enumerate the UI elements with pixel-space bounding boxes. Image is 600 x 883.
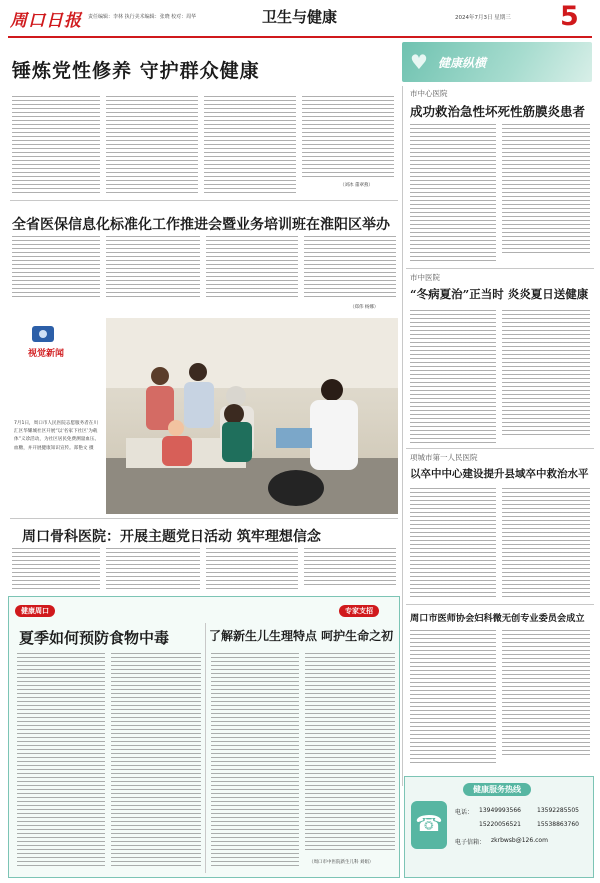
insurance-body-col-1	[12, 236, 100, 300]
newborn-byline: （周口市中医院新生儿科 刘娟）	[309, 860, 374, 865]
gynecology-body-col-1	[410, 630, 496, 766]
masthead	[0, 0, 600, 40]
insurance-body-col-4	[304, 236, 396, 300]
summer-treatment-headline: “冬病夏治”正当时 炎炎夏日送健康	[410, 287, 589, 301]
summer-body-col-1	[410, 310, 496, 444]
issue-date: 2024年7月3日 星期三	[455, 15, 511, 21]
hotline-title: 健康服务热线	[463, 783, 531, 796]
stroke-center-headline: 以卒中中心建设提升县域卒中救治水平	[410, 468, 589, 480]
hospital-label-tcm: 市中医院	[410, 273, 440, 282]
divider	[406, 604, 594, 605]
phone-number-3[interactable]: 15220056521	[479, 821, 521, 828]
hospital-label-xiangcheng: 项城市第一人民医院	[410, 453, 478, 462]
column-divider	[402, 86, 403, 786]
email-address[interactable]: zkrbwsb@126.com	[491, 837, 548, 844]
newspaper-logo: 周口日报	[10, 11, 82, 31]
fasciitis-body-col-1	[410, 124, 496, 264]
orthopedics-body-col-1	[12, 548, 100, 592]
masthead-rule	[8, 36, 592, 38]
camera-icon	[32, 326, 54, 342]
editor-credits: 责任编辑：李林 执行美术编辑：张晓 校对：周华	[88, 14, 197, 20]
lead-byline: （刘冰 董翠燕）	[340, 183, 373, 188]
newborn-headline: 了解新生儿生理特点 呵护生命之初	[209, 629, 394, 643]
orthopedics-body-col-3	[206, 548, 298, 592]
photo-news-label: 视觉新闻	[28, 349, 65, 359]
phone-label: 电话：	[455, 809, 474, 816]
lead-body-col-4	[302, 96, 394, 180]
orthopedics-headline: 周口骨科医院：开展主题党日活动 筑牢理想信念	[22, 529, 321, 545]
page-number: 5	[560, 1, 579, 32]
stroke-body-col-1	[410, 488, 496, 600]
expert-advice-tag: 专家支招	[339, 605, 379, 617]
health-zhoukou-tag: 健康周口	[15, 605, 55, 617]
health-banner	[402, 42, 592, 82]
phone-icon: ☎	[411, 801, 447, 849]
summer-body-col-2	[502, 310, 590, 436]
lead-body-col-1	[12, 96, 100, 196]
newborn-body-col-2	[305, 653, 395, 853]
email-label: 电子信箱：	[455, 839, 486, 846]
insurance-byline: （郑伟 杨娜）	[350, 305, 379, 310]
lead-headline: 锤炼党性修养 守护群众健康	[12, 60, 260, 82]
section-title: 卫生与健康	[262, 8, 338, 26]
hotline-box	[404, 776, 594, 878]
divider	[406, 268, 594, 269]
insurance-body-col-3	[206, 236, 298, 300]
divider	[10, 518, 398, 519]
phone-number-4[interactable]: 15538863760	[537, 821, 579, 828]
gynecology-body-col-2	[502, 630, 590, 756]
health-tips-box	[8, 596, 400, 878]
fasciitis-body-col-2	[502, 124, 590, 256]
insurance-headline: 全省医保信息化标准化工作推进会暨业务培训班在淮阳区举办	[12, 217, 390, 233]
banner-label: 健康纵横	[438, 56, 487, 70]
orthopedics-body-col-4	[304, 548, 396, 588]
divider	[406, 448, 594, 449]
photo-caption: 7月1日，周口市人民医院志愿服务者在川汇区华耀城社区开展“以‘名家下社区’为载体”义诊活动，为社区居民免费测量血压、血糖，并开展健康知识宣传。郑艳文 摄	[14, 421, 100, 451]
food-poisoning-headline: 夏季如何预防食物中毒	[19, 629, 170, 647]
divider	[10, 200, 398, 201]
insurance-body-col-2	[106, 236, 200, 300]
lead-body-col-3	[204, 96, 296, 196]
stroke-body-col-2	[502, 488, 590, 600]
phone-number-2[interactable]: 13592285505	[537, 807, 579, 814]
phone-number-1[interactable]: 13949993566	[479, 807, 521, 814]
lead-body-col-2	[106, 96, 198, 196]
food-body-col-2	[111, 653, 201, 869]
news-photo	[106, 318, 398, 514]
photo-news-label-block	[28, 326, 98, 364]
heart-icon: ♥	[410, 50, 428, 74]
food-body-col-1	[17, 653, 105, 869]
fasciitis-headline: 成功救治急性坏死性筋膜炎患者	[410, 104, 586, 119]
newborn-body-col-1	[211, 653, 299, 869]
photo-illustration	[106, 318, 398, 514]
hospital-label-central: 市中心医院	[410, 89, 448, 98]
divider	[205, 623, 206, 873]
gynecology-committee-headline: 周口市医师协会妇科微无创专业委员会成立	[410, 613, 585, 624]
orthopedics-body-col-2	[106, 548, 200, 592]
